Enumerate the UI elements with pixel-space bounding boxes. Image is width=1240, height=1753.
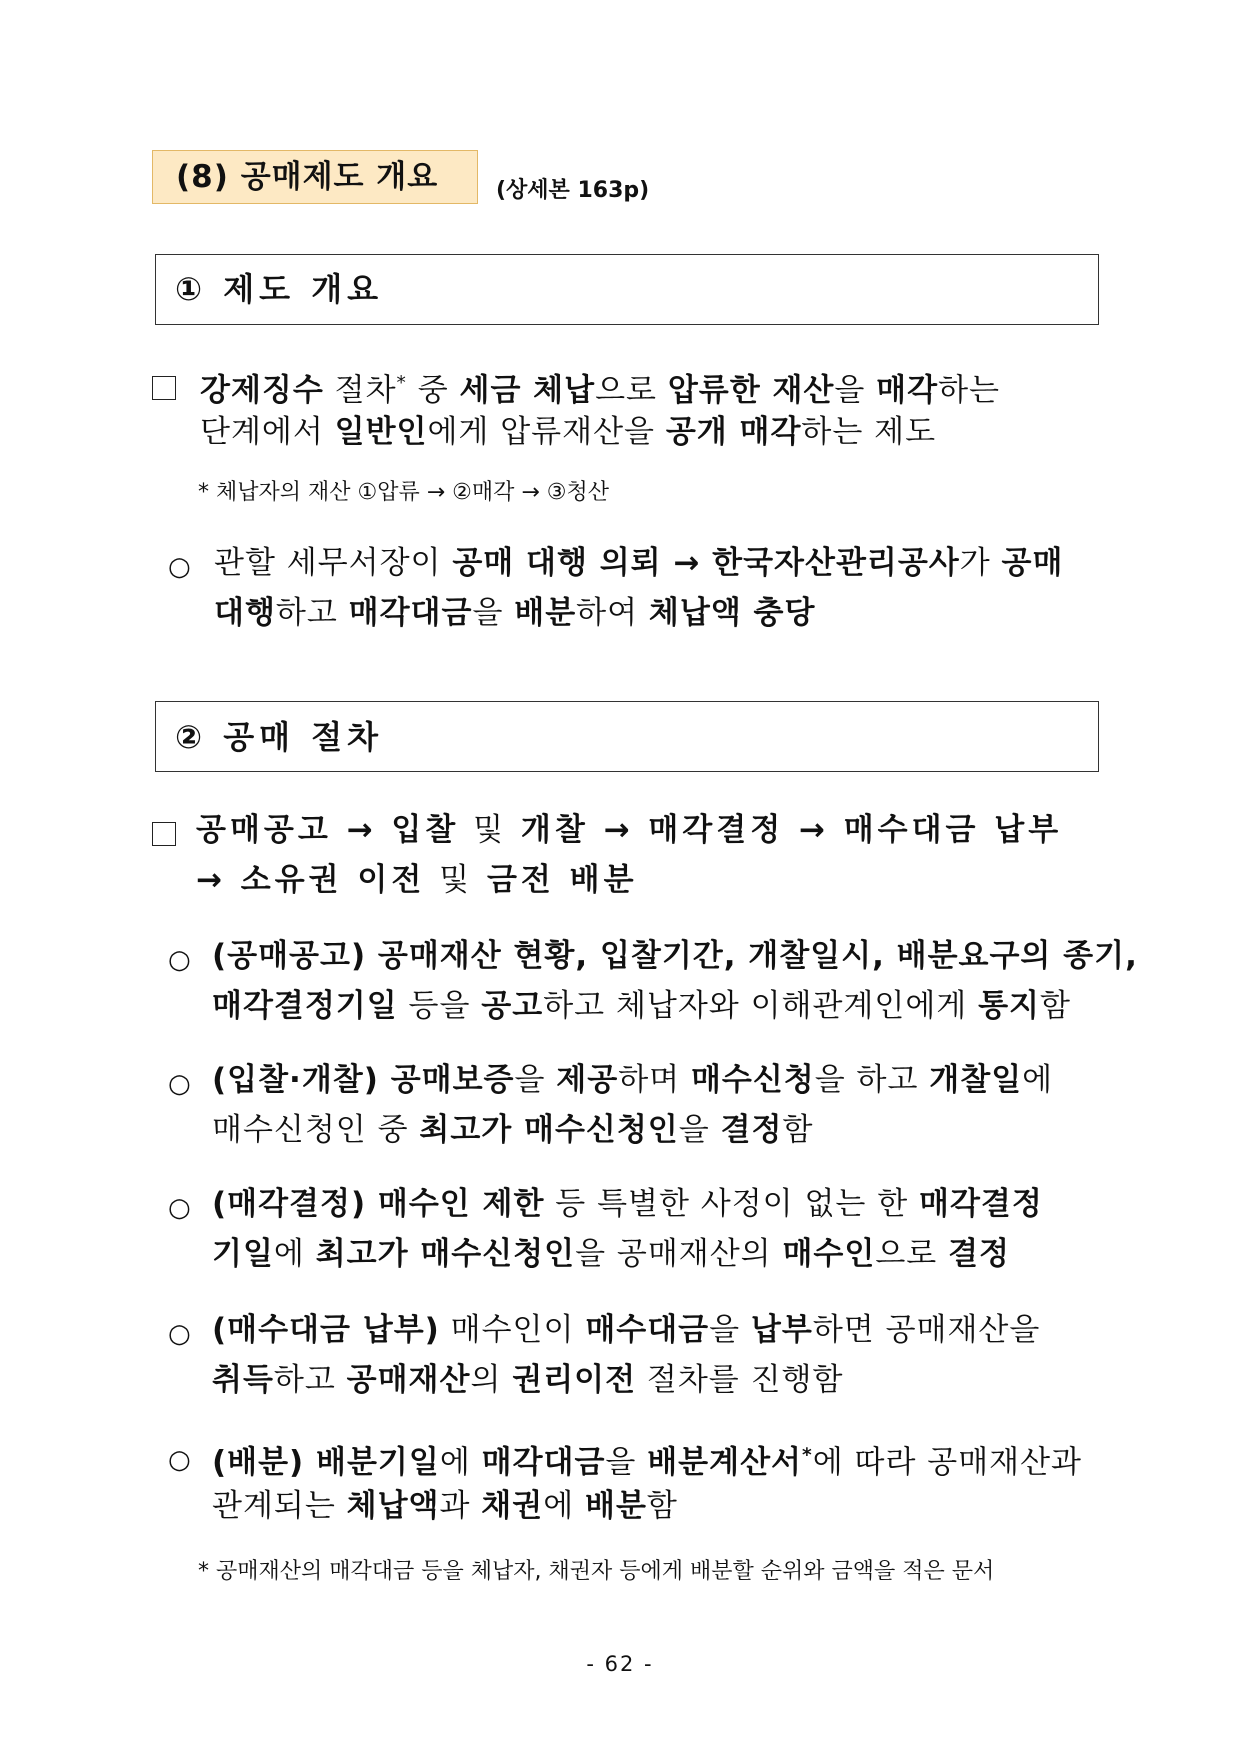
- s2-item3-line1: (입찰·개찰) 공매보증을 제공하며 매수신청을 하고 개찰일에: [212, 1062, 1054, 1098]
- square-bullet-icon: [152, 376, 176, 400]
- s1-item1-line2: 단계에서 일반인에게 압류재산을 공개 매각하는 제도: [200, 414, 937, 450]
- square-bullet-icon: [152, 822, 176, 846]
- circle-bullet-icon: ○: [168, 1445, 191, 1475]
- s2-item1-line1: 공매공고 → 입찰 및 개찰 → 매각결정 → 매수대금 납부: [196, 812, 1063, 848]
- circle-bullet-icon: ○: [168, 945, 191, 975]
- circle-bullet-icon: ○: [168, 1319, 191, 1349]
- circle-bullet-icon: ○: [168, 552, 191, 582]
- circle-bullet-icon: ○: [168, 1193, 191, 1223]
- page-title: (8) 공매제도 개요: [176, 159, 439, 195]
- s2-item6-line1: (배분) 배분기일에 매각대금을 배분계산서*에 따라 공매재산과: [212, 1444, 1082, 1481]
- s2-item4-line2: 기일에 최고가 매수신청인을 공매재산의 매수인으로 결정: [212, 1236, 1010, 1272]
- s1-item1-line1: 강제징수 절차* 중 세금 체납으로 압류한 재산을 매각하는: [200, 372, 1000, 409]
- page-reference: (상세본 163p): [496, 178, 650, 203]
- s2-item3-line2: 매수신청인 중 최고가 매수신청인을 결정함: [212, 1112, 814, 1148]
- section-heading-2: ② 공매 절차: [175, 718, 384, 756]
- section-heading-1: ① 제도 개요: [175, 270, 384, 308]
- s2-item5-line1: (매수대금 납부) 매수인이 매수대금을 납부하면 공매재산을: [212, 1312, 1041, 1348]
- s2-note: * 공매재산의 매각대금 등을 체납자, 채권자 등에게 배분할 순위와 금액을 적은 문서: [198, 1559, 995, 1584]
- s2-item1-line2: → 소유권 이전 및 금전 배분: [196, 862, 638, 898]
- page-number: - 62 -: [586, 1652, 654, 1676]
- circle-bullet-icon: ○: [168, 1069, 191, 1099]
- s1-item2-line2: 대행하고 매각대금을 배분하여 체납액 충당: [214, 595, 816, 631]
- s1-note: * 체납자의 재산 ①압류 → ②매각 → ③청산: [198, 480, 610, 505]
- s1-item2-line1: 관할 세무서장이 공매 대행 의뢰 → 한국자산관리공사가 공매: [214, 545, 1064, 581]
- s2-item2-line1: (공매공고) 공매재산 현황, 입찰기간, 개찰일시, 배분요구의 종기,: [212, 938, 1138, 974]
- s2-item4-line1: (매각결정) 매수인 제한 등 특별한 사정이 없는 한 매각결정: [212, 1186, 1043, 1222]
- s2-item2-line2: 매각결정기일 등을 공고하고 체납자와 이해관계인에게 통지함: [212, 988, 1071, 1024]
- s2-item5-line2: 취득하고 공매재산의 권리이전 절차를 진행함: [212, 1362, 844, 1398]
- s2-item6-line2: 관계되는 체납액과 채권에 배분함: [212, 1488, 678, 1524]
